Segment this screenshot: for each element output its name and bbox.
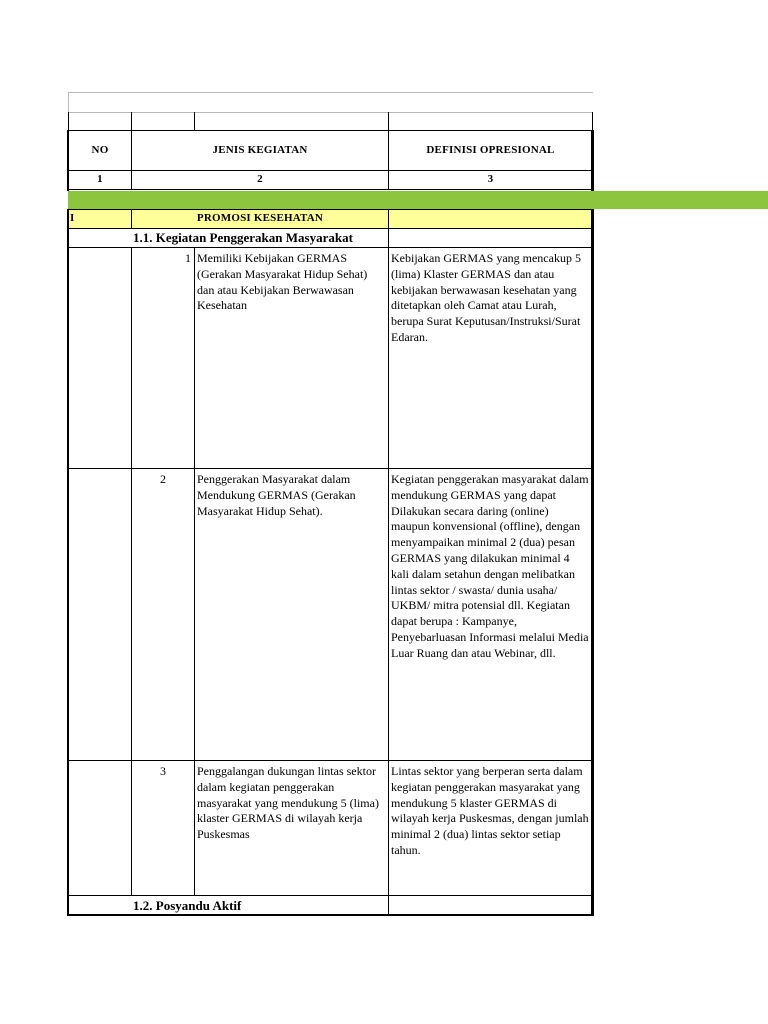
row-jenis-kegiatan: Penggalangan dukungan lintas sektor dalam kegiatan penggerakan masyarakat yang mendukung 5 (lima) klaster GERMAS di wilayah kerja Puskesmas — [197, 764, 379, 842]
grid-line — [68, 228, 593, 229]
grid-line — [388, 112, 389, 130]
grid-line — [67, 209, 69, 247]
header-definisi-opresional: DEFINISI OPRESIONAL — [426, 144, 555, 156]
grid-line — [68, 468, 593, 469]
grid-line — [591, 209, 594, 247]
grid-line — [131, 112, 132, 130]
row-number: 1 — [185, 251, 191, 265]
grid-line — [67, 247, 69, 895]
row-jenis-kegiatan: Penggerakan Masyarakat dalam Mendukung GERMAS (Gerakan Masyarakat Hidup Sehat). — [197, 472, 356, 518]
grid-line — [68, 895, 593, 896]
row-jenis-kegiatan: Memiliki Kebijakan GERMAS (Gerakan Masyarakat Hidup Sehat) dan atau Kebijakan Berwawasan Kesehatan — [197, 251, 368, 313]
grid-line — [68, 760, 593, 761]
header-no: NO — [91, 144, 109, 156]
section-roman-number: I — [70, 212, 75, 224]
row-definisi: Lintas sektor yang berperan serta dalam kegiatan penggerakan masyarakat yang mendukung 5 klaster GERMAS di wilayah kerja Puskesmas, dengan jumlah minimal 2 (dua) lintas sektor setiap tahun. — [391, 764, 589, 857]
row-definisi: Kegiatan penggerakan masyarakat dalam mendukung GERMAS yang dapat Dilakukan secara daring (online) maupun konvensional (offline), dengan menyampaikan minimal 2 (dua) pesan GERMAS yang dilakukan minimal 4 kali dalam setahun dengan melibatkan lintas sektor / swasta/ dunia usaha/ UKBM/ mitra potensial dll. Kegiatan dapat berupa : Kampanye, Penyebarluasan Informasi melalui Media Luar Ruang dan atau Webinar, dll. — [391, 472, 589, 660]
row-definisi: Kebijakan GERMAS yang mencakup 5 (lima) Klaster GERMAS dan atau kebijakan berwawasan kesehatan yang ditetapkan oleh Camat atau Lurah, berupa Surat Keputusan/Instruksi/Surat Edaran. — [391, 251, 581, 344]
grid-line — [68, 92, 593, 93]
grid-line — [68, 247, 593, 248]
grid-line — [68, 130, 593, 131]
header-jenis-kegiatan: JENIS KEGIATAN — [212, 144, 308, 156]
grid-line — [194, 247, 195, 895]
grid-line — [68, 112, 593, 113]
grid-line — [388, 209, 389, 247]
grid-line — [68, 112, 69, 130]
grid-line — [388, 247, 389, 915]
grid-line — [68, 92, 69, 112]
grid-line — [67, 895, 69, 916]
header-num-3: 3 — [487, 173, 494, 185]
grid-line — [68, 914, 594, 916]
row-number: 2 — [160, 472, 166, 486]
header-num-2: 2 — [257, 173, 263, 185]
grid-line — [68, 209, 593, 210]
grid-line — [194, 112, 195, 130]
green-separator-band — [68, 191, 768, 209]
header-num-1: 1 — [97, 173, 103, 185]
grid-line — [68, 189, 593, 190]
subsection-title: 1.2. Posyandu Aktif — [133, 898, 242, 913]
grid-line — [68, 170, 593, 171]
subsection-title: 1.1. Kegiatan Penggerakan Masyarakat — [133, 230, 353, 245]
grid-line — [131, 247, 132, 895]
row-number: 3 — [160, 764, 166, 778]
section-title: PROMOSI KESEHATAN — [196, 212, 324, 224]
grid-line — [591, 247, 594, 916]
grid-line — [592, 112, 593, 130]
